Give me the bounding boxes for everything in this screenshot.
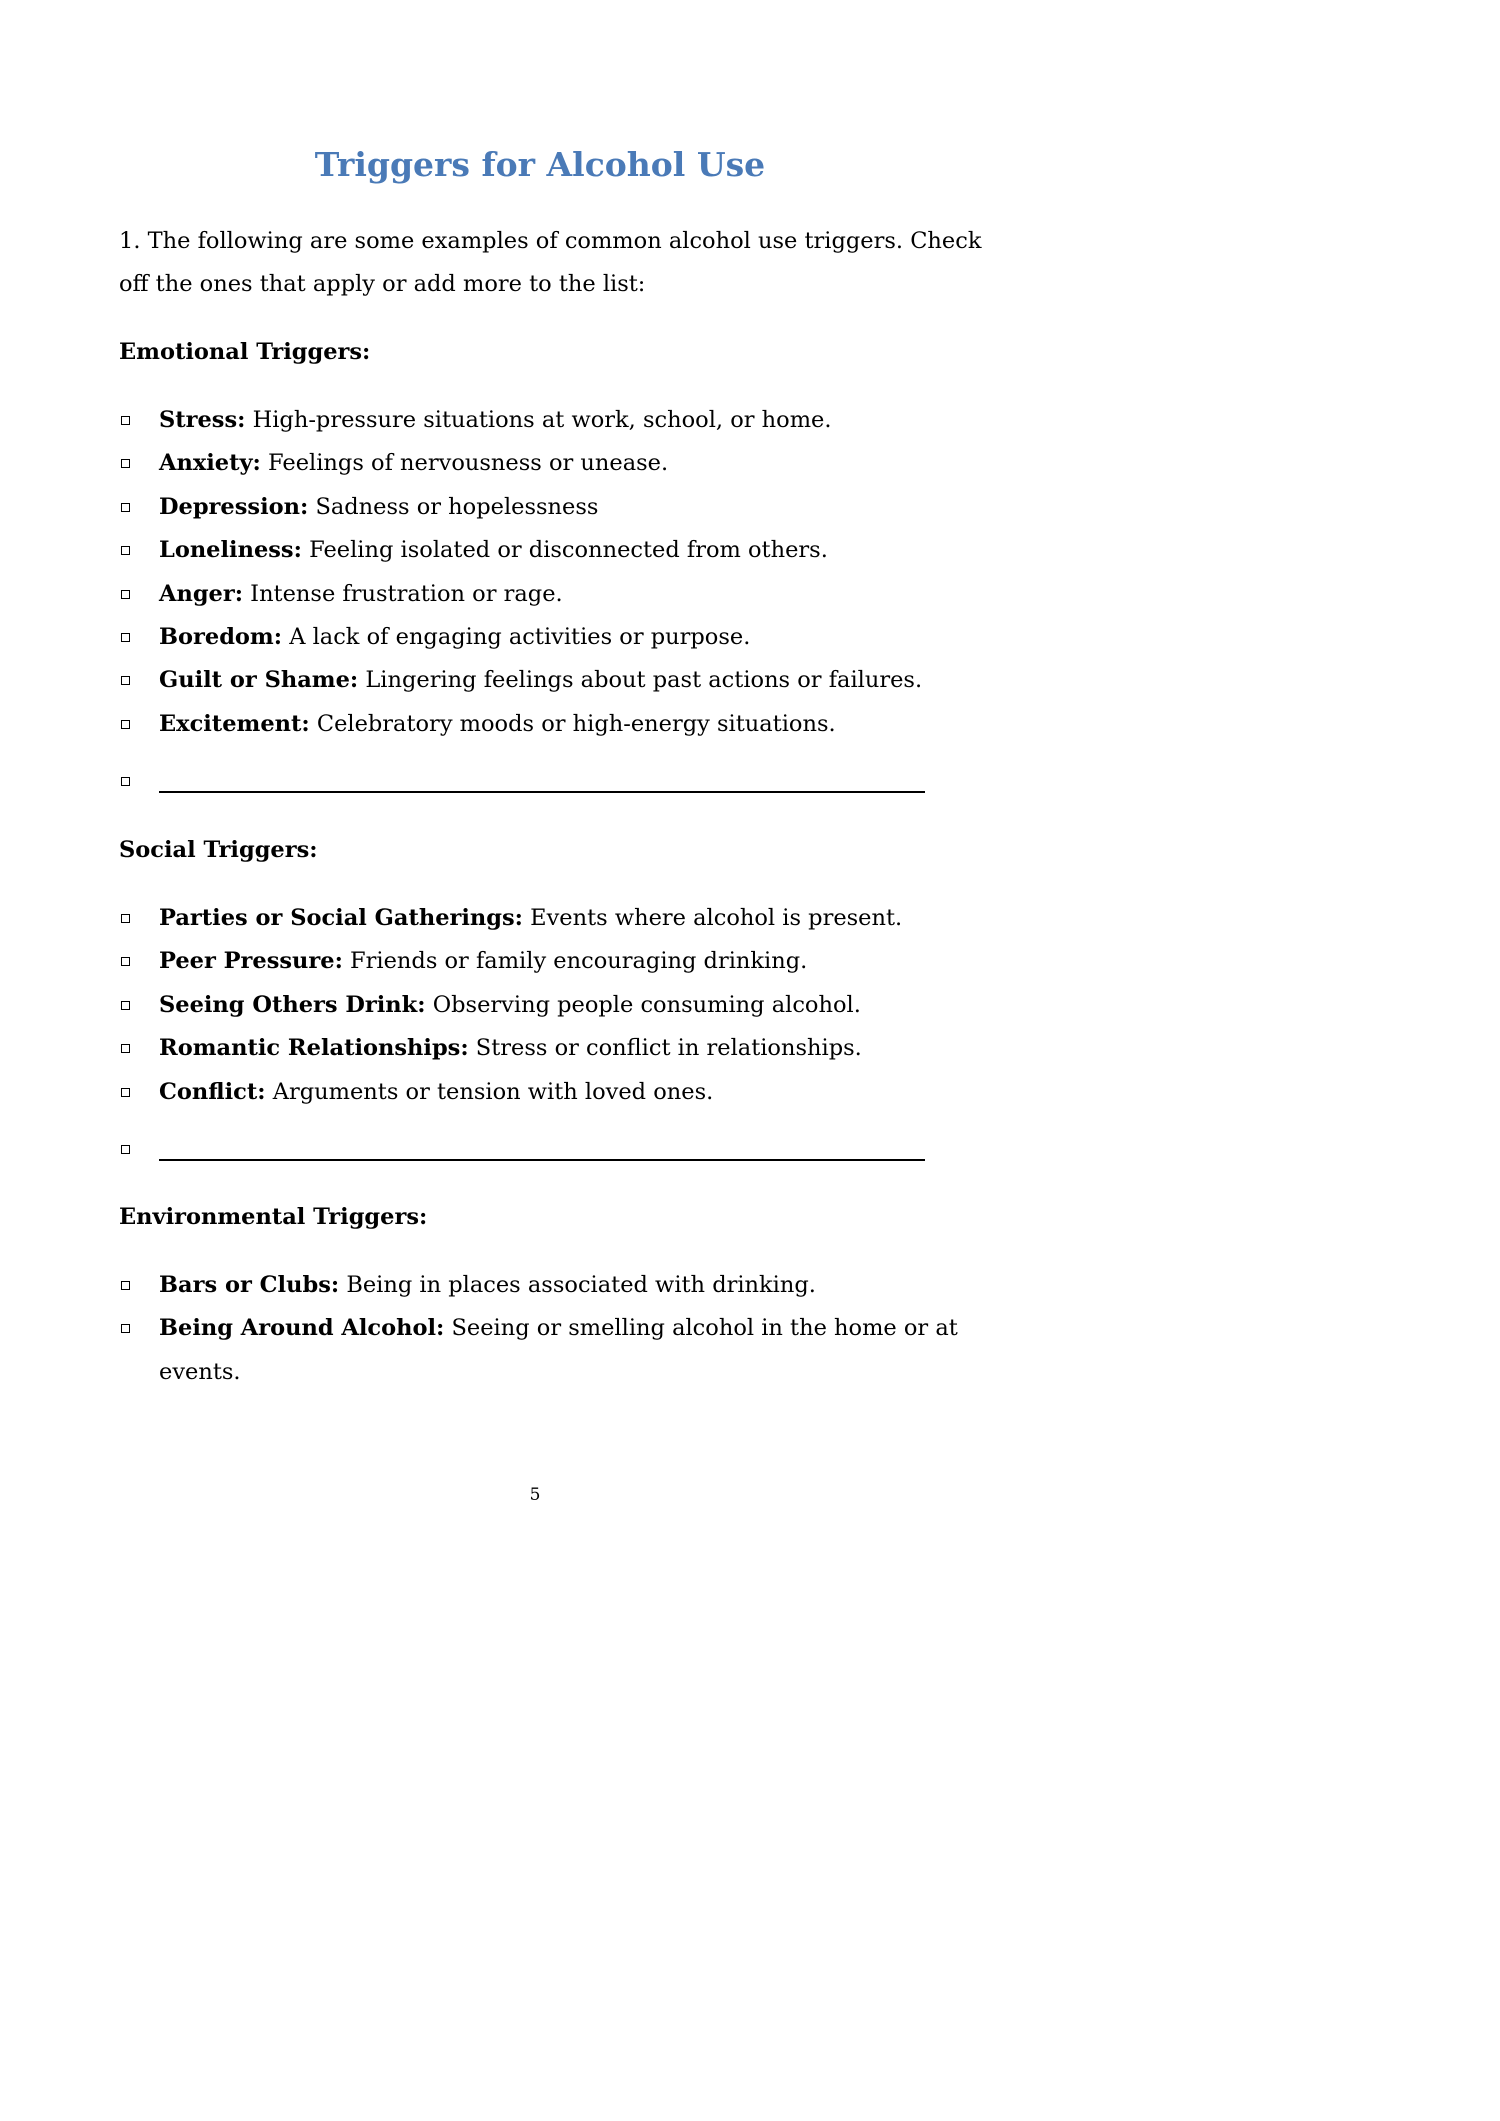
item-label: Bars or Clubs:	[159, 1272, 340, 1298]
fill-in-line[interactable]	[159, 1159, 925, 1161]
item-description: Intense frustration or rage.	[243, 580, 563, 607]
list-item	[119, 573, 989, 616]
checkbox[interactable]	[121, 957, 130, 966]
list-item	[119, 616, 989, 659]
item-label: Seeing Others Drink:	[159, 991, 426, 1018]
item-label: Peer Pressure:	[159, 948, 343, 975]
checkbox[interactable]	[121, 676, 130, 685]
item-description: A lack of engaging activities or purpose.	[282, 624, 751, 651]
list-item	[119, 1307, 989, 1394]
item-description: Friends or family encouraging drinking.	[342, 948, 808, 975]
checkbox[interactable]	[121, 590, 130, 599]
page-title: Triggers for Alcohol Use	[314, 145, 766, 184]
checkbox[interactable]	[121, 416, 130, 425]
list-item	[119, 529, 989, 572]
item-description: Feeling isolated or disconnected from others.	[301, 537, 828, 564]
checkbox[interactable]	[121, 546, 130, 555]
environmental-trigger-list	[119, 1264, 989, 1394]
item-description: Events where alcohol is present.	[523, 905, 903, 931]
item-description: Stress or conflict in relationships.	[468, 1035, 862, 1062]
list-item	[119, 1264, 989, 1307]
item-label: Loneliness:	[159, 537, 302, 564]
page-number: 5	[529, 1485, 541, 1505]
item-description: Arguments or tension with loved ones.	[265, 1078, 714, 1105]
item-label: Boredom:	[159, 624, 283, 651]
checkbox[interactable]	[121, 777, 130, 786]
section-heading-emotional: Emotional Triggers:	[119, 339, 371, 365]
intro-instructions: 1. The following are some examples of common alcohol use triggers. Check off the ones that apply or add more to the list:	[119, 228, 982, 297]
checkbox[interactable]	[121, 1088, 130, 1097]
section-heading-environmental: Environmental Triggers:	[119, 1204, 428, 1230]
checkbox[interactable]	[121, 1044, 130, 1053]
item-label: Parties or Social Gatherings:	[159, 905, 523, 931]
blank-entry-social	[119, 1128, 925, 1168]
item-label: Stress:	[159, 407, 246, 433]
checkbox[interactable]	[121, 914, 130, 923]
social-trigger-list	[119, 897, 989, 1114]
item-label: Depression:	[159, 493, 309, 520]
checkbox[interactable]	[121, 720, 130, 729]
item-description: Lingering feelings about past actions or failures.	[358, 667, 923, 694]
list-item	[119, 940, 989, 983]
item-label: Anxiety:	[159, 450, 261, 477]
item-description: Seeing or smelling alcohol in the home or at events.	[159, 1315, 958, 1385]
blank-entry-emotional	[119, 760, 925, 800]
list-item	[119, 399, 989, 442]
list-item	[119, 984, 989, 1027]
list-item	[119, 659, 989, 702]
list-item	[119, 1027, 989, 1070]
item-description: Observing people consuming alcohol.	[425, 991, 861, 1018]
fill-in-line[interactable]	[159, 791, 925, 793]
list-item	[119, 442, 989, 485]
item-description: Being in places associated with drinking.	[339, 1272, 816, 1298]
item-description: Feelings of nervousness or unease.	[260, 450, 669, 477]
emotional-trigger-list	[119, 399, 989, 746]
list-item	[119, 1071, 989, 1114]
item-label: Excitement:	[159, 710, 310, 737]
item-description: Celebratory moods or high-energy situations.	[309, 710, 836, 737]
checkbox[interactable]	[121, 1324, 130, 1333]
checkbox[interactable]	[121, 1001, 130, 1010]
item-label: Guilt or Shame:	[159, 667, 359, 694]
list-item	[119, 703, 989, 746]
item-label: Being Around Alcohol:	[159, 1315, 445, 1342]
checkbox[interactable]	[121, 1145, 130, 1154]
checkbox[interactable]	[121, 1281, 130, 1290]
checkbox[interactable]	[121, 633, 130, 642]
item-label: Romantic Relationships:	[159, 1035, 469, 1062]
item-description: High-pressure situations at work, school, or home.	[245, 407, 832, 433]
checkbox[interactable]	[121, 503, 130, 512]
list-item	[119, 897, 989, 940]
item-label: Anger:	[159, 580, 244, 607]
item-label: Conflict:	[159, 1078, 266, 1105]
item-description: Sadness or hopelessness	[308, 493, 599, 520]
list-item	[119, 486, 989, 529]
checkbox[interactable]	[121, 459, 130, 468]
section-heading-social: Social Triggers:	[119, 837, 318, 863]
